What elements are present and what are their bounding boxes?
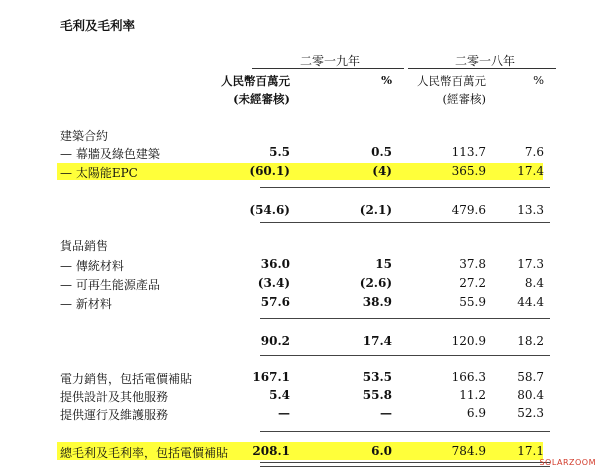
- value-2018: 27.2: [459, 276, 486, 290]
- value-2018: 6.9: [466, 406, 486, 420]
- table-row-subtotal: [0, 334, 600, 350]
- table-row: [0, 295, 600, 311]
- total-line-top: [260, 431, 550, 432]
- watermark-logo: SOLARZOOM: [539, 458, 596, 467]
- subtotal-line-2-bottom: [260, 355, 550, 356]
- value-2018: 37.8: [459, 257, 486, 271]
- row-label: 總毛利及毛利率，包括電價補貼: [60, 446, 229, 460]
- year-2019-header: 二零一九年: [299, 54, 360, 68]
- pct-2019: 0.5: [371, 145, 392, 159]
- pct-2018-header: %: [533, 73, 544, 87]
- table-row: [0, 388, 600, 404]
- value-2018: 120.9: [451, 334, 486, 348]
- value-2018: 166.3: [451, 370, 486, 384]
- table-row: [0, 370, 600, 386]
- pct-2019: 17.4: [362, 334, 392, 348]
- value-2018: 365.9: [451, 164, 486, 178]
- pct-2019: 15: [375, 257, 392, 271]
- value-2019: (3.4): [257, 276, 290, 290]
- note-2018-header: (經審核): [442, 92, 486, 106]
- value-2019: 90.2: [260, 334, 290, 348]
- row-label: 提供運行及維護服務: [60, 408, 169, 422]
- pct-2018: 58.7: [517, 370, 544, 384]
- value-2019: 208.1: [252, 444, 290, 458]
- table-row-total: [0, 444, 600, 460]
- pct-2019: 38.9: [362, 295, 392, 309]
- value-2019: 5.4: [269, 388, 290, 402]
- row-label: — 新材料: [60, 297, 112, 311]
- pct-2018: 44.4: [517, 295, 544, 309]
- pct-2018: 17.4: [517, 164, 544, 178]
- value-2018: 784.9: [451, 444, 486, 458]
- pct-2018: 13.3: [517, 203, 544, 217]
- table-row: [0, 406, 600, 422]
- table-row: [0, 237, 600, 253]
- row-label: 建築合約: [60, 129, 109, 143]
- pct-2019-header: %: [381, 73, 392, 87]
- table-row: [0, 127, 600, 143]
- value-2019: —: [278, 406, 290, 420]
- row-label: — 太陽能EPC: [60, 166, 138, 180]
- value-2018: 113.7: [451, 145, 486, 159]
- value-2019: (60.1): [249, 164, 290, 178]
- year-2019-underline: [252, 68, 404, 69]
- table-row: [0, 145, 600, 161]
- value-2019: (54.6): [249, 203, 290, 217]
- pct-2019: 55.8: [362, 388, 392, 402]
- table-row: [0, 257, 600, 273]
- pct-2019: —: [380, 406, 392, 420]
- table-row: [0, 164, 600, 180]
- total-double-underline: [260, 462, 550, 467]
- unit-2018-header: 人民幣百萬元: [417, 74, 486, 88]
- value-2019: 5.5: [269, 145, 290, 159]
- subtotal-line-1-bottom: [260, 222, 550, 223]
- subtotal-line-2: [260, 318, 550, 319]
- year-2018-header: 二零一八年: [454, 54, 515, 68]
- pct-2019: (4): [372, 164, 392, 178]
- pct-2018: 18.2: [517, 334, 544, 348]
- value-2019: 57.6: [260, 295, 290, 309]
- pct-2018: 80.4: [517, 388, 544, 402]
- pct-2018: 7.6: [524, 145, 544, 159]
- pct-2019: 6.0: [371, 444, 392, 458]
- unit-2019-header: 人民幣百萬元: [221, 74, 290, 88]
- pct-2018: 52.3: [517, 406, 544, 420]
- pct-2018: 17.1: [517, 444, 544, 458]
- table-row-subtotal: [0, 203, 600, 219]
- row-label: 貨品銷售: [60, 239, 109, 253]
- value-2019: 167.1: [252, 370, 290, 384]
- section-title: 毛利及毛利率: [60, 18, 136, 33]
- pct-2018: 17.3: [517, 257, 544, 271]
- value-2019: 36.0: [260, 257, 290, 271]
- row-label: 提供設計及其他服務: [60, 390, 169, 404]
- row-label: — 幕牆及綠色建築: [60, 147, 160, 161]
- pct-2019: (2.6): [359, 276, 392, 290]
- pct-2019: (2.1): [359, 203, 392, 217]
- row-label: 電力銷售，包括電價補貼: [60, 372, 193, 386]
- table-row: [0, 276, 600, 292]
- note-2019-header: (未經審核): [233, 92, 290, 106]
- pct-2018: 8.4: [524, 276, 544, 290]
- pct-2019: 53.5: [362, 370, 392, 384]
- value-2018: 479.6: [451, 203, 486, 217]
- row-label: — 可再生能源產品: [60, 278, 160, 292]
- row-label: — 傳統材料: [60, 259, 124, 273]
- year-2018-underline: [408, 68, 556, 69]
- subtotal-line-1: [260, 187, 550, 188]
- value-2018: 55.9: [459, 295, 486, 309]
- value-2018: 11.2: [459, 388, 486, 402]
